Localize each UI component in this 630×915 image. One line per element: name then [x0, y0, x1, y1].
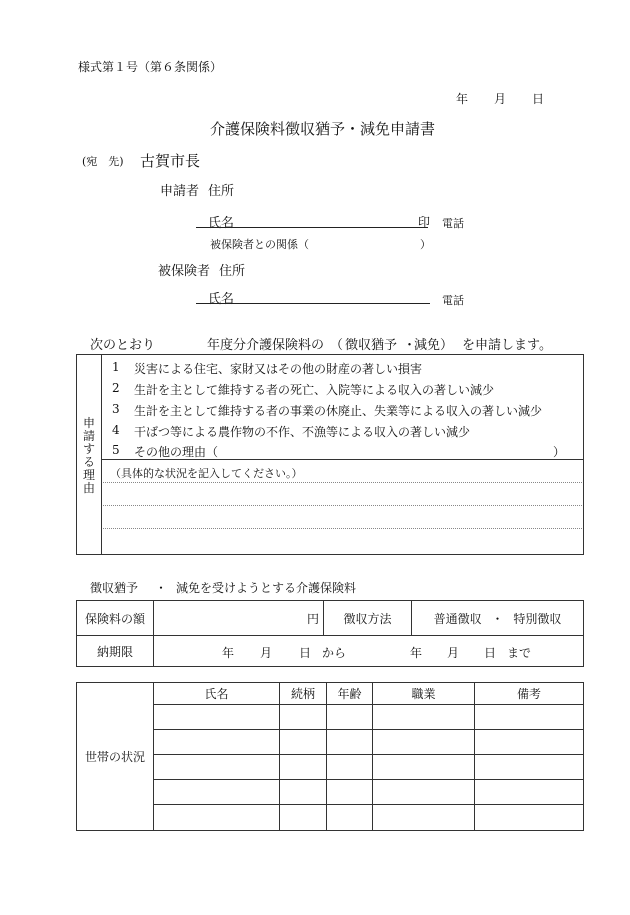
deadline-cell[interactable]	[154, 636, 584, 667]
reason-text-4[interactable]: 干ばつ等による農作物の不作、不漁等による収入の著しい減少	[134, 425, 471, 439]
deadline-from-month: 月	[260, 646, 273, 660]
reason-text-2[interactable]: 生計を主として維持する者の死亡、入院等による収入の著しい減少	[134, 383, 495, 397]
household-cell[interactable]	[475, 780, 584, 805]
deadline-from: から	[322, 646, 347, 660]
household-cell[interactable]	[280, 730, 327, 755]
household-cell[interactable]	[327, 755, 373, 780]
household-cell[interactable]	[280, 780, 327, 805]
deadline-from-day: 日	[299, 646, 312, 660]
reasons-divider	[101, 355, 102, 554]
household-cell[interactable]	[154, 705, 280, 730]
household-cell[interactable]	[280, 705, 327, 730]
reason-num-4: 4	[112, 423, 120, 437]
household-cell[interactable]	[475, 730, 584, 755]
reason-num-3: 3	[112, 402, 120, 416]
household-cell[interactable]	[327, 780, 373, 805]
method-sep: ・	[491, 611, 504, 626]
premium-heading-part1: 徴収猶予	[90, 581, 139, 595]
table-row	[77, 755, 584, 780]
reason-text-3[interactable]: 生計を主として維持する者の事業の休廃止、失業等による収入の著しい減少	[134, 404, 543, 418]
household-cell[interactable]	[373, 805, 475, 831]
amount-cell[interactable]	[154, 601, 324, 636]
applicant-seal: 印	[418, 215, 431, 229]
deadline-until: まで	[507, 646, 532, 660]
deadline-from-year: 年	[222, 646, 235, 660]
deadline-until-year: 年	[410, 646, 423, 660]
table-row	[77, 730, 584, 755]
household-cell[interactable]	[280, 755, 327, 780]
household-header-occupation: 職業	[373, 683, 475, 705]
method-options	[412, 601, 584, 636]
table-row	[77, 805, 584, 831]
applicant-name-label: 氏名	[208, 216, 235, 231]
premium-heading-sep: ・	[155, 581, 168, 595]
reason-num-5: 5	[112, 443, 120, 457]
form-title: 介護保険料徴収猶予・減免申請書	[210, 120, 436, 138]
applicant-name-underline[interactable]	[196, 227, 428, 228]
method-option-special[interactable]: 特別徴収	[513, 611, 562, 626]
household-cell[interactable]	[475, 805, 584, 831]
method-label: 徴収方法	[324, 601, 412, 636]
request-paren-open: （	[330, 338, 344, 353]
relation-close: ）	[420, 238, 431, 251]
household-table	[76, 682, 584, 831]
household-cell[interactable]	[475, 705, 584, 730]
reasons-side-label: 申 請 す る 理 由	[82, 416, 95, 495]
request-part1: 次のとおり	[90, 338, 156, 353]
household-header-name: 氏名	[154, 683, 280, 705]
insured-name-underline[interactable]	[196, 303, 430, 304]
detail-line-1[interactable]	[103, 482, 582, 483]
addressee-name: 古賀市長	[140, 152, 201, 170]
applicant-address-label: 住所	[208, 184, 235, 199]
reason-text-1[interactable]: 災害による住宅、家財又はその他の財産の著しい損害	[134, 362, 423, 376]
deadline-label: 納期限	[77, 636, 154, 667]
household-cell[interactable]	[327, 805, 373, 831]
request-part2: 年度分介護保険料の	[207, 338, 325, 353]
applicant-phone-label: 電話	[442, 217, 464, 230]
deadline-until-day: 日	[484, 646, 497, 660]
applicant-label: 申請者	[160, 184, 200, 199]
deadline-until-month: 月	[447, 646, 460, 660]
premium-table	[76, 600, 584, 667]
request-sep: ・	[403, 338, 417, 353]
insured-address-label: 住所	[219, 264, 246, 279]
reason-text-5[interactable]: その他の理由（	[134, 445, 219, 459]
date-day-label: 日	[532, 92, 545, 106]
request-paren-close: ）	[440, 338, 454, 353]
table-row	[77, 705, 584, 730]
relation-label: 被保険者との関係（	[210, 238, 309, 251]
premium-heading-part2: 減免を受けようとする介護保険料	[176, 581, 357, 595]
reason-detail-label: （具体的な状況を記入してください。）	[110, 467, 303, 480]
insured-phone-label: 電話	[442, 294, 464, 307]
method-option-ordinary[interactable]: 普通徴収	[433, 611, 482, 626]
date-month-label: 月	[494, 92, 507, 106]
household-header-relation: 続柄	[280, 683, 327, 705]
household-cell[interactable]	[154, 755, 280, 780]
household-cell[interactable]	[327, 730, 373, 755]
reason-num-1: 1	[112, 360, 120, 374]
household-cell[interactable]	[475, 755, 584, 780]
reason-5-close: ）	[553, 445, 566, 459]
date-year-label: 年	[456, 92, 469, 106]
detail-line-3[interactable]	[103, 528, 582, 529]
household-cell[interactable]	[280, 805, 327, 831]
household-cell[interactable]	[327, 705, 373, 730]
form-number: 様式第１号（第６条関係）	[78, 60, 223, 74]
household-side-label: 世帯の状況	[77, 683, 154, 831]
household-cell[interactable]	[373, 730, 475, 755]
household-header-age: 年齢	[327, 683, 373, 705]
insured-label: 被保険者	[158, 264, 211, 279]
request-part3: を申請します。	[462, 338, 552, 353]
request-option-reduction[interactable]: 減免	[414, 338, 441, 353]
table-row	[77, 780, 584, 805]
detail-line-2[interactable]	[103, 505, 582, 506]
household-cell[interactable]	[373, 755, 475, 780]
household-cell[interactable]	[373, 780, 475, 805]
household-cell[interactable]	[154, 780, 280, 805]
reason-num-2: 2	[112, 381, 120, 395]
request-option-deferral[interactable]: 徴収猶予	[345, 338, 398, 353]
yen-unit: 円	[306, 611, 319, 626]
household-cell[interactable]	[154, 805, 280, 831]
household-header-remarks: 備考	[475, 683, 584, 705]
insured-name-label: 氏名	[208, 292, 235, 307]
household-cell[interactable]	[154, 730, 280, 755]
addressee-prefix: (宛 先)	[82, 155, 124, 168]
household-cell[interactable]	[373, 705, 475, 730]
amount-label: 保険料の額	[77, 601, 154, 636]
